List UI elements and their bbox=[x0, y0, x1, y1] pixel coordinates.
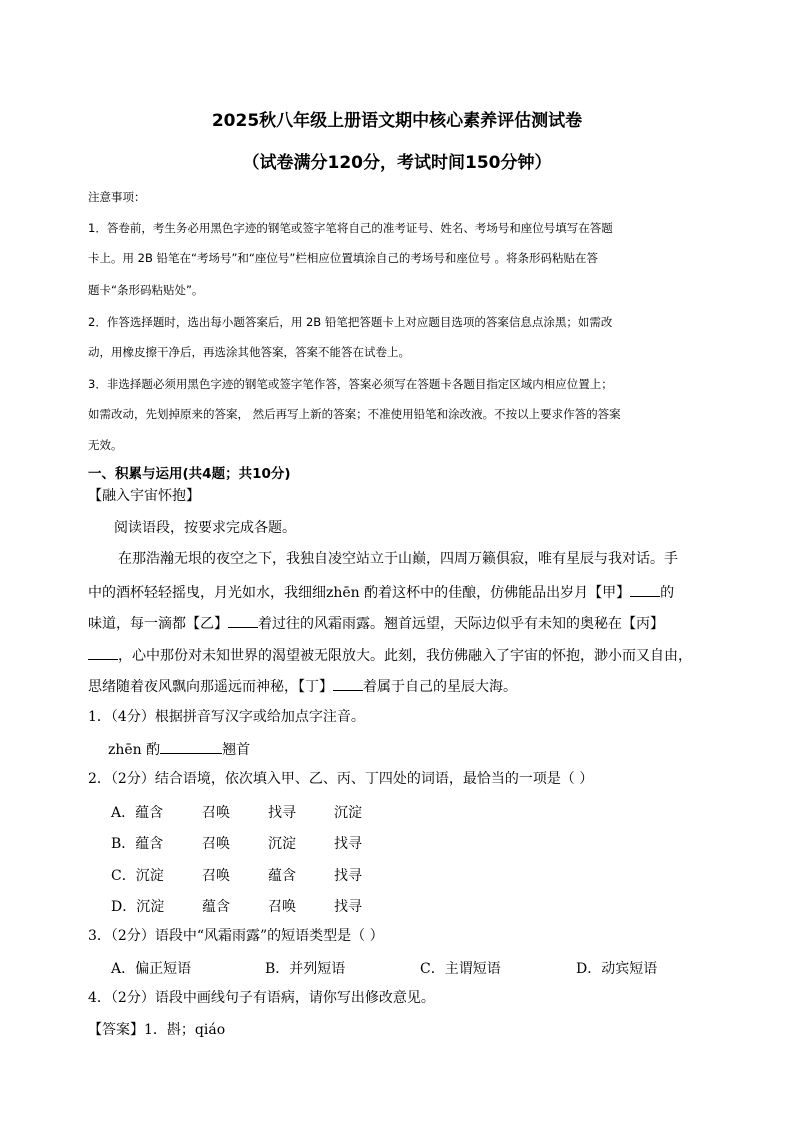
option-d-word1[interactable]: D．沉淀 bbox=[111, 899, 165, 915]
passage-line: 在那浩瀚无垠的夜空之下，我独自凌空站立于山巅，四周万籁俱寂，唯有星辰与我对话。手 bbox=[118, 551, 678, 567]
blank-ding[interactable] bbox=[333, 676, 363, 691]
answer-line bbox=[88, 1021, 225, 1039]
notice-heading: 注意事项： bbox=[88, 190, 146, 204]
notice-item3-line2: 如需改动，先划掉原来的答案， 然后再写上新的答案；不准使用铅笔和涂改液。不按以上要求作答的答案 bbox=[88, 407, 621, 421]
q3-option-a[interactable]: A．偏正短语 bbox=[111, 961, 192, 977]
option-b-word1[interactable]: B．蕴含 bbox=[111, 836, 164, 852]
notice-item2-line2: 动，用橡皮擦干净后，再选涂其他答案，答案不能答在试卷上。 bbox=[88, 345, 410, 359]
option-d-word2: 蕴含 bbox=[202, 899, 230, 915]
option-b-word2: 召唤 bbox=[202, 836, 230, 852]
answer-text: 1．斟；qiáo bbox=[144, 1022, 226, 1038]
instruction-text: 阅读语段，按要求完成各题。 bbox=[114, 520, 296, 536]
question-4-stem: 4．（2分）语段中画线句子有语病，请你写出修改意见。 bbox=[88, 990, 435, 1006]
q1-item-b: 翘首 bbox=[222, 742, 251, 758]
q3-option-d[interactable]: D．动宾短语 bbox=[576, 961, 658, 977]
q3-option-b[interactable]: B．并列短语 bbox=[265, 961, 346, 977]
blank-jia[interactable] bbox=[630, 582, 660, 597]
option-a-word4: 沉淀 bbox=[334, 805, 362, 821]
passage-text: 着属于自己的星辰大海。 bbox=[363, 679, 517, 695]
option-c-word4: 找寻 bbox=[334, 868, 362, 884]
passage-text: ，心中那份对未知世界的渴望被无限放大。此刻，我仿佛融入了宇宙的怀抱，渺小而又自由， bbox=[118, 648, 692, 664]
passage-text: 思绪随着夜风飘向那遥远而神秘，【丁】 bbox=[88, 679, 333, 695]
option-a-word3: 找寻 bbox=[268, 805, 296, 821]
option-a-word1[interactable]: A．蕴含 bbox=[111, 805, 164, 821]
passage-line bbox=[88, 645, 692, 665]
option-b-word4: 找寻 bbox=[334, 836, 362, 852]
notice-item2-line1: 2．作答选择题时，选出每小题答案后，用 2B 铅笔把答题卡上对应题目选项的答案信息点涂黑；如需改 bbox=[88, 315, 613, 329]
question-3-stem: 3．（2分）语段中“风霜雨露”的短语类型是（ ） bbox=[88, 928, 384, 944]
passage-line bbox=[88, 582, 674, 602]
question-1-item bbox=[108, 739, 250, 759]
option-c-word1[interactable]: C．沉淀 bbox=[111, 868, 164, 884]
passage-text: 着过往的风霜雨露。翘首远望，天际边似乎有未知的奥秘在【丙】 bbox=[258, 616, 664, 632]
question-2-stem: 2．（2分）结合语境，依次填入甲、乙、丙、丁四处的词语，最恰当的一项是（ ） bbox=[88, 771, 594, 787]
page-subtitle: （试卷满分120分，考试时间150分钟） bbox=[242, 153, 552, 173]
q1-item-a: zhēn 酌 bbox=[108, 742, 161, 758]
blank-yi[interactable] bbox=[228, 613, 258, 628]
passage-text: 味道，每一滴都【乙】 bbox=[88, 616, 228, 632]
option-c-word2: 召唤 bbox=[202, 868, 230, 884]
answer-label: 【答案】 bbox=[88, 1022, 144, 1038]
blank-bing[interactable] bbox=[88, 645, 118, 660]
passage-line bbox=[88, 676, 517, 696]
option-b-word3: 沉淀 bbox=[268, 836, 296, 852]
passage-text: 中的酒杯轻轻摇曳，月光如水，我细细zhēn 酌着这杯中的佳酿，仿佛能品出岁月【甲】 bbox=[88, 585, 631, 601]
page-title: 2025秋八年级上册语文期中核心素养评估测试卷 bbox=[211, 111, 583, 131]
q1-answer-blank[interactable] bbox=[160, 739, 222, 754]
question-1-stem: 1．（4分）根据拼音写汉字或给加点字注音。 bbox=[88, 709, 365, 725]
section-heading: 一、积累与运用(共4题；共10分) bbox=[88, 466, 291, 482]
option-a-word2: 召唤 bbox=[202, 805, 230, 821]
notice-item1-line2: 卡上。用 2B 铅笔在“考场号”和“座位号”栏相应位置填涂自己的考场号和座位号 。将条形码粘贴在答 bbox=[88, 251, 598, 265]
option-d-word3: 召唤 bbox=[268, 899, 296, 915]
passage-text: 的 bbox=[660, 585, 675, 601]
option-c-word3: 蕴含 bbox=[268, 868, 296, 884]
q3-option-c[interactable]: C．主谓短语 bbox=[420, 961, 501, 977]
notice-item1-line3: 题卡“条形码粘贴处”。 bbox=[88, 283, 204, 297]
option-d-word4: 找寻 bbox=[334, 899, 362, 915]
notice-item1-line1: 1．答卷前，考生务必用黑色字迹的钢笔或签字笔将自己的准考证号、姓名、考场号和座位号填写在答题 bbox=[88, 221, 613, 235]
notice-item3-line1: 3．非选择题必须用黑色字迹的钢笔或签字笔作答，答案必须写在答题卡各题目指定区域内相应位置上； bbox=[88, 377, 613, 391]
notice-item3-line3: 无效。 bbox=[88, 438, 123, 452]
topic-heading: 【融入宇宙怀抱】 bbox=[88, 488, 200, 504]
passage-line bbox=[88, 613, 664, 633]
